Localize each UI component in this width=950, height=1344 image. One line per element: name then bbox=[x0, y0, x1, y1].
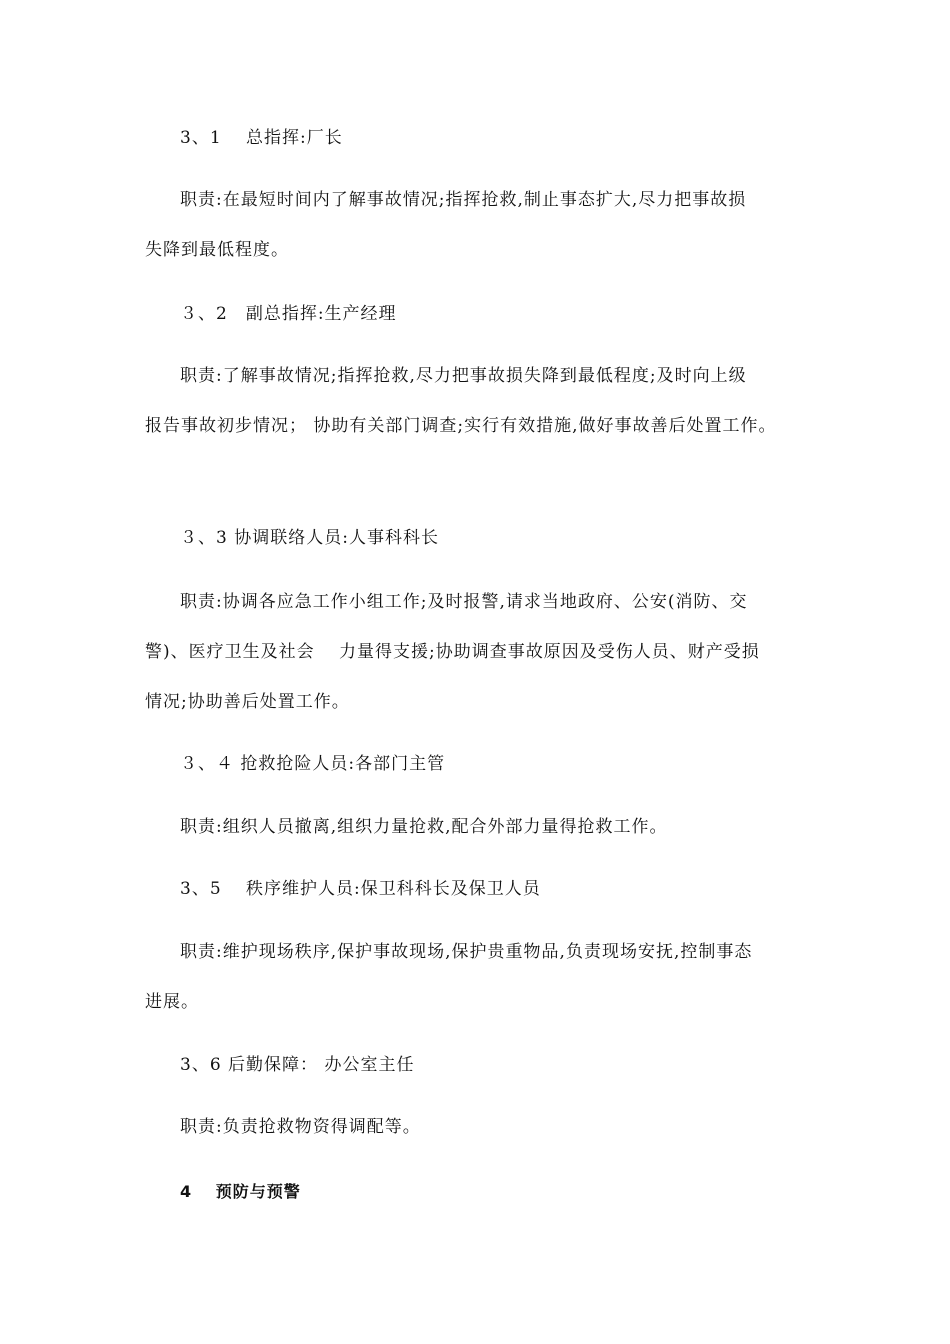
duty-text: 职责:在最短时间内了解事故情况;指挥抢救,制止事态扩大,尽力把事故损 bbox=[180, 190, 747, 210]
duty-text: 职责:了解事故情况;指挥抢救,尽力把事故损失降到最低程度;及时向上级 bbox=[180, 366, 747, 386]
duty-text: 职责:协调各应急工作小组工作;及时报警,请求当地政府、公安(消防、交 bbox=[180, 592, 748, 612]
section-heading-3-1: 3、1 总指挥:厂长 bbox=[180, 128, 343, 148]
section-heading-3-4: ３、４ 抢救抢险人员:各部门主管 bbox=[180, 754, 446, 774]
section-heading-3-3: ３、3 协调联络人员:人事科科长 bbox=[180, 528, 439, 548]
section-heading-3-5: 3、5 秩序维护人员:保卫科科长及保卫人员 bbox=[180, 879, 541, 899]
duty-text: 职责:组织人员撤离,组织力量抢救,配合外部力量得抢救工作。 bbox=[180, 817, 668, 837]
section-heading-3-6: 3、6 后勤保障： 办公室主任 bbox=[180, 1055, 415, 1075]
section-heading-3-2: ３、2 副总指挥:生产经理 bbox=[180, 304, 397, 324]
duty-text: 报告事故初步情况； 协助有关部门调查;实行有效措施,做好事故善后处置工作。 bbox=[145, 416, 777, 436]
duty-text: 警)、医疗卫生及社会 力量得支援;协助调查事故原因及受伤人员、财产受损 bbox=[145, 642, 760, 662]
duty-text: 失降到最低程度。 bbox=[145, 240, 289, 260]
duty-text: 职责:维护现场秩序,保护事故现场,保护贵重物品,负责现场安抚,控制事态 bbox=[180, 942, 753, 962]
duty-text: 职责:负责抢救物资得调配等。 bbox=[180, 1117, 421, 1137]
duty-text: 进展。 bbox=[145, 992, 199, 1012]
section-heading-4: 4 预防与预警 bbox=[180, 1182, 301, 1201]
duty-text: 情况;协助善后处置工作。 bbox=[145, 692, 350, 712]
